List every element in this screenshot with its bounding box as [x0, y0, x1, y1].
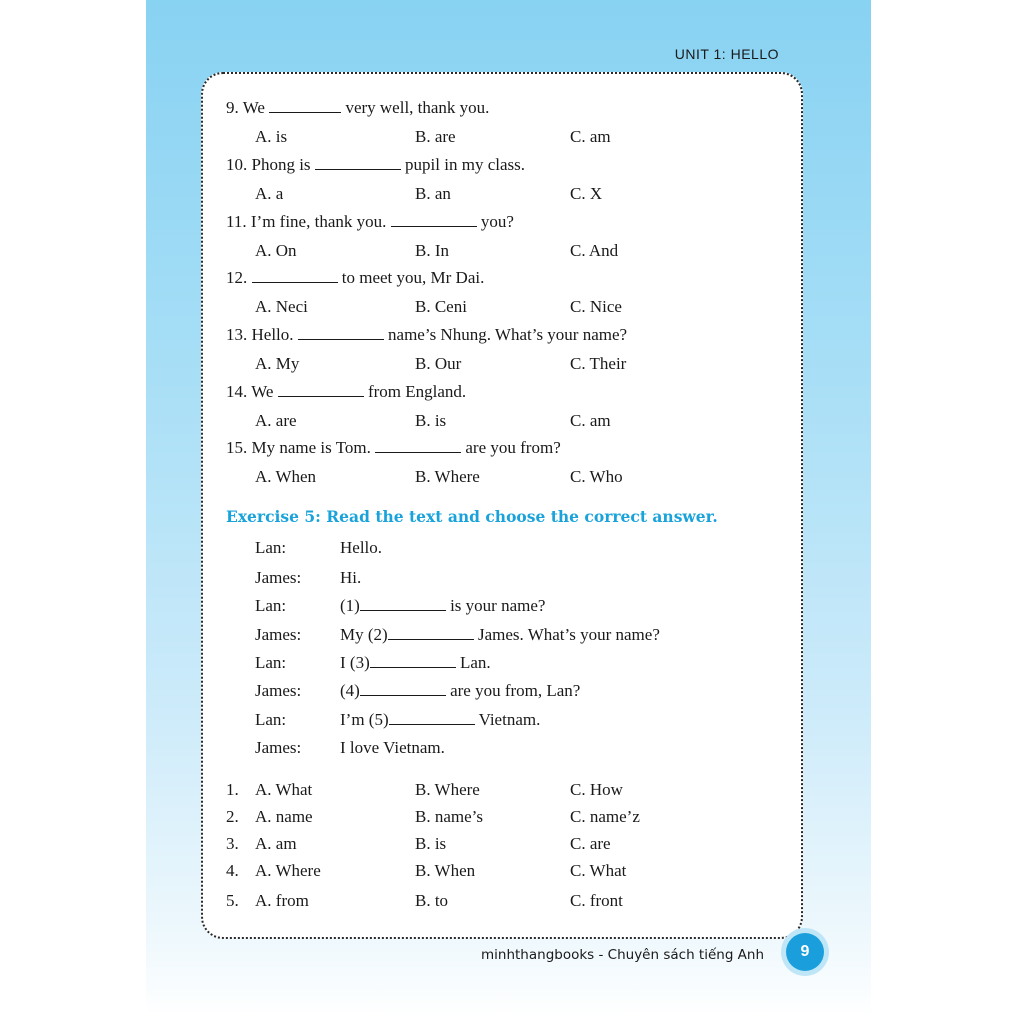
answer-option: A. name: [255, 807, 313, 826]
answer-option: B. Our: [415, 354, 462, 373]
dialogue-line: [340, 681, 580, 701]
question-stem: [243, 98, 490, 117]
question-stem-start: I’m fine, thank you.: [250, 212, 387, 231]
dialogue-line: [340, 538, 382, 558]
answer-option: C. am: [570, 127, 611, 146]
answer-option: B. to: [415, 891, 449, 910]
answer-option: B. Where: [415, 780, 480, 799]
dialogue-speaker: Lan:: [255, 653, 287, 672]
dialogue-speaker: James:: [255, 738, 302, 757]
question-line: [226, 155, 525, 175]
answer-option: B. is: [415, 834, 447, 853]
answer-blank[interactable]: [278, 382, 364, 397]
answer-blank[interactable]: [269, 98, 341, 113]
answer-option: C. are: [570, 834, 611, 853]
question-number: 11.: [226, 212, 247, 231]
question-line: [226, 268, 484, 288]
dialogue-text: I (3): [340, 653, 370, 672]
dialogue-text-end: is your name?: [450, 596, 546, 615]
question-stem-end: you?: [480, 212, 514, 231]
answer-option: A. Where: [255, 861, 321, 880]
question-number: 14.: [226, 382, 248, 401]
question-stem-start: Phong is: [251, 155, 311, 174]
dialogue-text: Hello.: [340, 538, 383, 557]
question-stem-end: very well, thank you.: [345, 98, 490, 117]
question-number: 10.: [226, 155, 248, 174]
question-stem-end: from England.: [367, 382, 467, 401]
dialogue-speaker: Lan:: [255, 710, 287, 729]
answer-option: C. How: [570, 780, 623, 799]
dialogue-text: (1): [340, 596, 360, 615]
dialogue-text: (4): [340, 681, 360, 700]
question-stem-start: We: [251, 382, 274, 401]
dialogue-text-end: Lan.: [459, 653, 491, 672]
answer-number: 2.: [226, 807, 239, 826]
answer-option: B. name’s: [415, 807, 483, 826]
question-line: [226, 438, 561, 458]
dialogue-blank[interactable]: [388, 625, 474, 640]
dialogue-line: [340, 625, 660, 645]
answer-option: C. Their: [570, 354, 627, 373]
dialogue-line: [340, 710, 540, 730]
dialogue-line: [340, 738, 445, 758]
question-line: [226, 212, 514, 232]
question-number: 9.: [226, 98, 239, 117]
dialogue-text-end: are you from, Lan?: [450, 681, 581, 700]
dialogue-blank[interactable]: [360, 681, 446, 696]
question-stem: [252, 268, 485, 287]
question-stem-end: to meet you, Mr Dai.: [341, 268, 485, 287]
question-stem-start: Hello.: [251, 325, 294, 344]
question-number: 12.: [226, 268, 248, 287]
dialogue-text: I’m (5): [340, 710, 389, 729]
answer-number: 4.: [226, 861, 239, 880]
answer-option: B. is: [415, 411, 447, 430]
answer-option: A. am: [255, 834, 297, 853]
answer-option: A. from: [255, 891, 309, 910]
dialogue-text: I love Vietnam.: [340, 738, 445, 757]
question-stem-end: pupil in my class.: [405, 155, 525, 174]
exercise-title: Exercise 5: Read the text and choose the correct answer.: [226, 507, 718, 526]
answer-option: A. My: [255, 354, 300, 373]
answer-option: A. When: [255, 467, 317, 486]
dialogue-speaker: James:: [255, 625, 302, 644]
answer-blank[interactable]: [315, 155, 401, 170]
answer-option: A. What: [255, 780, 313, 799]
answer-option: C. Nice: [570, 297, 622, 316]
question-line: [226, 98, 489, 118]
answer-option: A. are: [255, 411, 297, 430]
question-line: [226, 382, 466, 402]
question-stem-end: name’s Nhung. What’s your name?: [388, 325, 628, 344]
dialogue-speaker: Lan:: [255, 596, 287, 615]
answer-blank[interactable]: [391, 212, 477, 227]
dialogue-blank[interactable]: [370, 653, 456, 668]
answer-option: C. Who: [570, 467, 623, 486]
answer-option: B. Ceni: [415, 297, 467, 316]
answer-option: C. name’z: [570, 807, 640, 826]
answer-option: A. is: [255, 127, 288, 146]
question-stem: [251, 382, 466, 401]
question-stem-start: My name is Tom.: [251, 438, 371, 457]
answer-option: A. On: [255, 241, 297, 260]
question-stem: [251, 212, 514, 231]
page-number-badge: 9: [786, 933, 824, 971]
dialogue-speaker: James:: [255, 681, 302, 700]
dialogue-text: Hi.: [340, 568, 362, 587]
question-line: [226, 325, 627, 345]
book-page: [146, 0, 871, 1017]
dialogue-text-end: James. What’s your name?: [477, 625, 660, 644]
answer-option: C. am: [570, 411, 611, 430]
question-stem: [252, 325, 628, 344]
answer-option: C. front: [570, 891, 623, 910]
dialogue-line: [340, 653, 491, 673]
dialogue-speaker: James:: [255, 568, 302, 587]
answer-number: 1.: [226, 780, 239, 799]
answer-option: A. Neci: [255, 297, 308, 316]
dialogue-text-end: Vietnam.: [478, 710, 541, 729]
dialogue-blank[interactable]: [389, 710, 475, 725]
answer-option: B. Where: [415, 467, 480, 486]
footer-brand: minhthangbooks - Chuyên sách tiếng Anh: [481, 947, 765, 963]
dialogue-blank[interactable]: [360, 596, 446, 611]
question-number: 15.: [226, 438, 248, 457]
answer-option: C. What: [570, 861, 627, 880]
question-stem-start: We: [242, 98, 265, 117]
question-number: 13.: [226, 325, 248, 344]
answer-blank[interactable]: [375, 438, 461, 453]
answer-blank[interactable]: [252, 268, 338, 283]
answer-option: B. are: [415, 127, 456, 146]
question-stem: [252, 438, 561, 457]
dialogue-speaker: Lan:: [255, 538, 287, 557]
answer-option: A. a: [255, 184, 284, 203]
answer-option: B. an: [415, 184, 451, 203]
dialogue-text: My (2): [340, 625, 388, 644]
answer-option: B. When: [415, 861, 476, 880]
answer-option: C. And: [570, 241, 619, 260]
question-stem: [252, 155, 526, 174]
question-stem-end: are you from?: [465, 438, 561, 457]
answer-blank[interactable]: [298, 325, 384, 340]
dialogue-line: [340, 568, 361, 588]
answer-option: B. In: [415, 241, 449, 260]
answer-number: 3.: [226, 834, 239, 853]
unit-header: UNIT 1: HELLO: [674, 46, 779, 62]
dialogue-line: [340, 596, 545, 616]
answer-option: C. X: [570, 184, 603, 203]
answer-number: 5.: [226, 891, 239, 910]
